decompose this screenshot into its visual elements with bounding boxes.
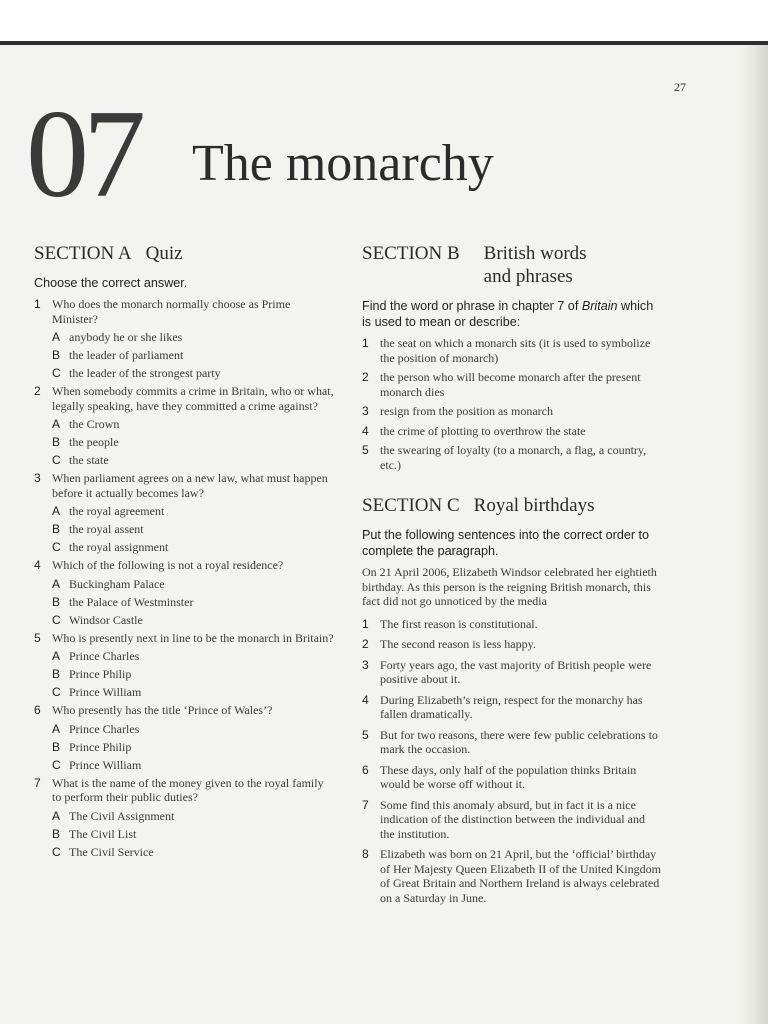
answer-option bbox=[52, 330, 334, 344]
section-b-c-column bbox=[362, 242, 662, 911]
answer-option bbox=[52, 595, 334, 609]
option-letter: C bbox=[52, 366, 61, 380]
answer-option bbox=[52, 809, 334, 823]
item-number: 3 bbox=[362, 657, 369, 672]
question-text: Which of the following is not a royal residence? bbox=[52, 558, 284, 572]
quiz-question bbox=[34, 558, 334, 573]
list-item bbox=[362, 424, 662, 439]
item-number: 5 bbox=[362, 727, 369, 742]
option-letter: B bbox=[52, 594, 61, 609]
item-text: the person who will become monarch after the present monarch dies bbox=[380, 370, 641, 399]
section-b-instruction bbox=[362, 298, 662, 330]
option-text: Buckingham Palace bbox=[69, 576, 165, 591]
section-c-label: SECTION C bbox=[362, 495, 460, 516]
question-text: When parliament agrees on a new law, what must happen before it actually becomes law? bbox=[52, 471, 328, 500]
item-number: 1 bbox=[362, 616, 369, 631]
chapter-number: 07 bbox=[26, 85, 140, 224]
item-text: Some find this anomaly absurd, but in fact it is a nice indication of the distinction between the individual and the institution. bbox=[380, 797, 645, 841]
item-text: But for two reasons, there were few public celebrations to mark the occasion. bbox=[380, 727, 658, 756]
list-item bbox=[362, 658, 662, 687]
page-gutter-shadow bbox=[742, 45, 768, 1024]
option-letter: B bbox=[52, 522, 61, 536]
chapter-title: The monarchy bbox=[192, 135, 494, 192]
option-text: Prince Philip bbox=[69, 667, 132, 681]
option-letter: A bbox=[52, 649, 61, 663]
option-text: the royal assent bbox=[69, 522, 144, 536]
option-letter: A bbox=[52, 330, 61, 344]
list-item bbox=[362, 637, 662, 652]
option-letter: A bbox=[52, 504, 61, 518]
option-text: the people bbox=[69, 435, 119, 449]
item-text: resign from the position as monarch bbox=[380, 404, 553, 418]
question-text: Who is presently next in line to be the monarch in Britain? bbox=[52, 630, 334, 645]
list-item bbox=[362, 404, 662, 419]
section-a-title: Quiz bbox=[145, 243, 183, 264]
answer-options bbox=[52, 722, 334, 772]
answer-option bbox=[52, 740, 334, 754]
answer-option bbox=[52, 504, 334, 518]
option-letter: A bbox=[52, 721, 61, 736]
item-number: 5 bbox=[362, 443, 369, 457]
item-text: The second reason is less happy. bbox=[380, 637, 536, 651]
option-text: the royal assignment bbox=[69, 540, 169, 554]
item-text: the seat on which a monarch sits (it is used to symbolize the position of monarch) bbox=[380, 336, 651, 365]
section-a-label: SECTION A bbox=[34, 243, 132, 264]
quiz-question bbox=[34, 776, 334, 805]
item-number: 3 bbox=[362, 404, 369, 418]
option-letter: A bbox=[52, 576, 61, 591]
option-text: anybody he or she likes bbox=[69, 330, 183, 344]
list-item bbox=[362, 370, 662, 399]
item-text: Elizabeth was born on 21 April, but the ‘official’ birthday of Her Majesty Queen Elizabeth II of the United Kingdom of Great Britain and Northern Ireland is always celebrated on a Saturday in June. bbox=[380, 847, 661, 905]
question-number: 4 bbox=[34, 558, 41, 572]
question-number: 2 bbox=[34, 384, 41, 398]
list-item bbox=[362, 728, 662, 757]
item-text: During Elizabeth’s reign, respect for the monarchy has fallen dramatically. bbox=[380, 692, 643, 721]
answer-options bbox=[52, 504, 334, 554]
sentences-list bbox=[362, 617, 662, 906]
answer-options bbox=[52, 649, 334, 699]
option-letter: B bbox=[52, 348, 61, 362]
list-item bbox=[362, 847, 662, 905]
option-text: The Civil List bbox=[69, 826, 137, 841]
answer-options bbox=[52, 330, 334, 380]
question-number: 6 bbox=[34, 703, 41, 717]
option-text: Prince Charles bbox=[69, 721, 140, 736]
option-text: the leader of parliament bbox=[69, 348, 184, 362]
quiz-question bbox=[34, 384, 334, 413]
question-number: 1 bbox=[34, 297, 41, 311]
list-item bbox=[362, 336, 662, 365]
section-c-heading bbox=[362, 494, 662, 517]
item-number: 2 bbox=[362, 370, 369, 384]
answer-option bbox=[52, 366, 334, 380]
option-letter: A bbox=[52, 808, 61, 823]
quiz-list bbox=[34, 297, 334, 859]
option-text: the leader of the strongest party bbox=[69, 366, 221, 380]
answer-option bbox=[52, 758, 334, 772]
option-letter: B bbox=[52, 667, 61, 681]
quiz-question bbox=[34, 471, 334, 500]
instruction-text-start: Find the word or phrase in chapter 7 of bbox=[362, 299, 582, 313]
question-number: 7 bbox=[34, 775, 41, 790]
item-text: The first reason is constitutional. bbox=[380, 616, 538, 631]
option-text: the royal agreement bbox=[69, 504, 165, 518]
question-text: Who does the monarch normally choose as Prime Minister? bbox=[52, 297, 291, 326]
section-a-heading bbox=[34, 242, 334, 265]
book-title: Britain bbox=[581, 299, 618, 313]
quiz-question bbox=[34, 703, 334, 718]
option-letter: B bbox=[52, 435, 61, 449]
answer-option bbox=[52, 613, 334, 627]
item-number: 2 bbox=[362, 637, 369, 651]
answer-option bbox=[52, 827, 334, 841]
list-item bbox=[362, 443, 662, 472]
option-text: the Palace of Westminster bbox=[69, 594, 194, 609]
answer-option bbox=[52, 649, 334, 663]
item-number: 8 bbox=[362, 847, 369, 861]
answer-option bbox=[52, 667, 334, 681]
answer-option bbox=[52, 417, 334, 431]
section-c-instruction: Put the following sentences into the correct order to complete the paragraph. bbox=[362, 528, 650, 558]
option-text: Windsor Castle bbox=[69, 612, 143, 627]
option-letter: C bbox=[52, 757, 61, 772]
item-number: 6 bbox=[362, 762, 369, 777]
answer-option bbox=[52, 435, 334, 449]
option-letter: C bbox=[52, 612, 61, 627]
item-text: Forty years ago, the vast majority of British people were positive about it. bbox=[380, 657, 652, 686]
answer-option bbox=[52, 348, 334, 362]
page-number: 27 bbox=[674, 80, 686, 94]
answer-option bbox=[52, 522, 334, 536]
item-text: the swearing of loyalty (to a monarch, a flag, a country, etc.) bbox=[380, 443, 647, 472]
quiz-question bbox=[34, 631, 334, 646]
option-text: Prince William bbox=[69, 685, 142, 699]
option-text: The Civil Assignment bbox=[69, 808, 175, 823]
answer-option bbox=[52, 685, 334, 699]
answer-options bbox=[52, 809, 334, 859]
instruction-text-end: which is used to mean or describe: bbox=[362, 299, 654, 329]
answer-options bbox=[52, 417, 334, 467]
option-text: the state bbox=[69, 453, 109, 467]
option-letter: C bbox=[52, 844, 61, 859]
section-a-instruction: Choose the correct answer. bbox=[34, 276, 188, 290]
answer-option bbox=[52, 540, 334, 554]
option-text: the Crown bbox=[69, 417, 120, 431]
answer-option bbox=[52, 453, 334, 467]
option-letter: C bbox=[52, 540, 61, 554]
section-c-title: Royal birthdays bbox=[473, 495, 595, 516]
option-text: Prince Philip bbox=[69, 739, 132, 754]
section-c-intro: On 21 April 2006, Elizabeth Windsor celebrated her eightieth birthday. As this person is the reigning British monarch, this fact did not go unnoticed by the media bbox=[362, 565, 657, 608]
list-item bbox=[362, 798, 662, 842]
item-text: These days, only half of the population thinks Britain would be worse off without it. bbox=[380, 762, 637, 791]
list-item bbox=[362, 763, 662, 792]
scan-edge-line bbox=[0, 41, 768, 45]
item-number: 4 bbox=[362, 692, 369, 707]
section-b-label: SECTION B bbox=[362, 243, 460, 264]
answer-option bbox=[52, 577, 334, 591]
question-text: When somebody commits a crime in Britain, who or what, legally speaking, have they committed a crime against? bbox=[52, 384, 334, 413]
option-letter: B bbox=[52, 739, 61, 754]
option-letter: B bbox=[52, 826, 61, 841]
quiz-question bbox=[34, 297, 334, 326]
item-number: 1 bbox=[362, 336, 369, 350]
question-text: What is the name of the money given to the royal family to perform their public duties? bbox=[52, 775, 324, 804]
question-number: 5 bbox=[34, 630, 41, 645]
words-list bbox=[362, 336, 662, 472]
answer-option bbox=[52, 722, 334, 736]
section-a-column bbox=[34, 242, 334, 863]
option-text: Prince Charles bbox=[69, 649, 140, 663]
option-text: The Civil Service bbox=[69, 844, 154, 859]
question-text: Who presently has the title ‘Prince of Wales’? bbox=[52, 703, 273, 717]
item-text: the crime of plotting to overthrow the state bbox=[380, 423, 586, 438]
answer-options bbox=[52, 577, 334, 627]
option-text: Prince William bbox=[69, 757, 142, 772]
option-letter: C bbox=[52, 685, 61, 699]
question-number: 3 bbox=[34, 471, 41, 485]
option-letter: A bbox=[52, 417, 61, 431]
page-top-margin bbox=[0, 0, 768, 44]
item-number: 7 bbox=[362, 797, 369, 812]
answer-option bbox=[52, 845, 334, 859]
list-item bbox=[362, 693, 662, 722]
item-number: 4 bbox=[362, 423, 369, 438]
section-b-title: British words and phrases bbox=[483, 243, 587, 287]
option-letter: C bbox=[52, 453, 61, 467]
section-b-heading bbox=[362, 242, 662, 288]
list-item bbox=[362, 617, 662, 632]
